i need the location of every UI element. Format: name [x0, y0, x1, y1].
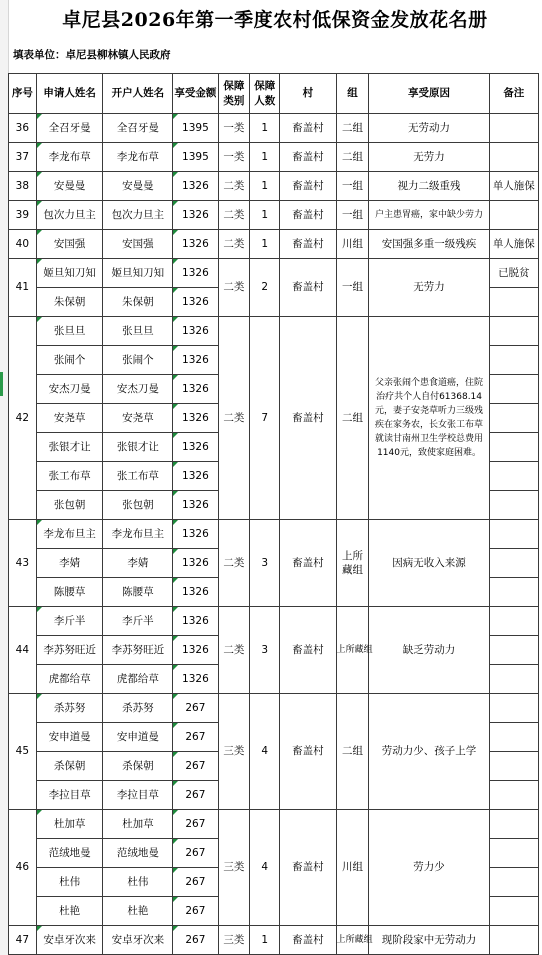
count-cell[interactable]: 1: [250, 201, 280, 230]
account-cell[interactable]: 张闹个: [103, 346, 173, 375]
amount-cell[interactable]: 1326: [173, 578, 218, 607]
note-cell[interactable]: [489, 317, 538, 346]
applicant-cell[interactable]: 全召牙曼: [36, 114, 103, 143]
group-cell[interactable]: 二组: [336, 317, 369, 520]
reason-cell[interactable]: 视力二级重残: [369, 172, 489, 201]
seq-cell[interactable]: 45: [9, 694, 37, 810]
account-cell[interactable]: 陈腰草: [103, 578, 173, 607]
applicant-cell[interactable]: 安曼曼: [36, 172, 103, 201]
amount-cell[interactable]: 1326: [173, 172, 218, 201]
amount-cell[interactable]: 1395: [173, 114, 218, 143]
count-cell[interactable]: 7: [250, 317, 280, 520]
header-count[interactable]: 保障人数: [250, 74, 280, 114]
amount-cell[interactable]: 1326: [173, 201, 218, 230]
amount-cell[interactable]: 267: [173, 926, 218, 955]
category-cell[interactable]: 二类: [218, 172, 250, 201]
note-cell[interactable]: 已脱贫: [489, 259, 538, 288]
applicant-cell[interactable]: 李龙布旦主: [36, 520, 103, 549]
count-cell[interactable]: 4: [250, 694, 280, 810]
applicant-cell[interactable]: 杀保朝: [36, 752, 103, 781]
note-cell[interactable]: [489, 578, 538, 607]
seq-cell[interactable]: 44: [9, 607, 37, 694]
amount-cell[interactable]: 1326: [173, 230, 218, 259]
account-cell[interactable]: 李斤半: [103, 607, 173, 636]
unit-label: 填表单位：卓尼县柳林镇人民政府: [13, 49, 171, 61]
category-cell[interactable]: 一类: [218, 114, 250, 143]
applicant-cell[interactable]: 张包朝: [36, 491, 103, 520]
category-cell[interactable]: 二类: [218, 259, 250, 317]
amount-cell[interactable]: 267: [173, 868, 218, 897]
village-cell[interactable]: 畜盖村: [280, 230, 336, 259]
note-cell[interactable]: [489, 288, 538, 317]
header-seq[interactable]: 序号: [9, 74, 37, 114]
applicant-cell[interactable]: 安卓牙次来: [36, 926, 103, 955]
note-cell[interactable]: [489, 404, 538, 433]
group-cell[interactable]: 二组: [336, 143, 369, 172]
note-cell[interactable]: [489, 375, 538, 404]
count-cell[interactable]: 3: [250, 607, 280, 694]
note-cell[interactable]: [489, 433, 538, 462]
amount-cell[interactable]: 1326: [173, 549, 218, 578]
account-cell[interactable]: 朱保朝: [103, 288, 173, 317]
reason-cell[interactable]: 缺乏劳动力: [369, 607, 489, 694]
amount-cell[interactable]: 1326: [173, 317, 218, 346]
account-cell[interactable]: 李龙布旦主: [103, 520, 173, 549]
category-cell[interactable]: 二类: [218, 201, 250, 230]
village-cell[interactable]: 畜盖村: [280, 607, 336, 694]
account-cell[interactable]: 全召牙曼: [103, 114, 173, 143]
category-cell[interactable]: 二类: [218, 230, 250, 259]
account-cell[interactable]: 包次力旦主: [103, 201, 173, 230]
seq-cell[interactable]: 41: [9, 259, 37, 317]
reason-cell[interactable]: 现阶段家中无劳动力: [369, 926, 489, 955]
applicant-cell[interactable]: 张闹个: [36, 346, 103, 375]
note-cell[interactable]: 单人施保: [489, 172, 538, 201]
applicant-cell[interactable]: 陈腰草: [36, 578, 103, 607]
applicant-cell[interactable]: 李拉目草: [36, 781, 103, 810]
applicant-cell[interactable]: 张银才让: [36, 433, 103, 462]
category-cell[interactable]: 三类: [218, 926, 250, 955]
applicant-cell[interactable]: 张工布草: [36, 462, 103, 491]
applicant-cell[interactable]: 安杰刀曼: [36, 375, 103, 404]
account-cell[interactable]: 李龙布草: [103, 143, 173, 172]
applicant-cell[interactable]: 杜加草: [36, 810, 103, 839]
account-cell[interactable]: 李拉目草: [103, 781, 173, 810]
seq-cell[interactable]: 46: [9, 810, 37, 926]
note-cell[interactable]: [489, 114, 538, 143]
note-cell[interactable]: [489, 520, 538, 549]
note-cell[interactable]: [489, 636, 538, 665]
table-row: [9, 317, 539, 346]
table-row: [9, 230, 539, 259]
account-cell[interactable]: 安杰刀曼: [103, 375, 173, 404]
seq-cell[interactable]: 36: [9, 114, 37, 143]
seq-cell[interactable]: 42: [9, 317, 37, 520]
table-row: [9, 520, 539, 549]
village-cell[interactable]: 畜盖村: [280, 143, 336, 172]
header-account[interactable]: 开户人姓名: [103, 74, 173, 114]
note-cell[interactable]: [489, 810, 538, 839]
applicant-cell[interactable]: 安尧草: [36, 404, 103, 433]
group-cell[interactable]: 上所藏组: [336, 926, 369, 955]
count-cell[interactable]: 1: [250, 143, 280, 172]
category-cell[interactable]: 二类: [218, 317, 250, 520]
village-cell[interactable]: 畜盖村: [280, 810, 336, 926]
group-cell[interactable]: 川组: [336, 810, 369, 926]
header-row: [9, 74, 539, 114]
amount-cell[interactable]: 1326: [173, 462, 218, 491]
group-cell[interactable]: 一组: [336, 259, 369, 317]
amount-cell[interactable]: 1326: [173, 404, 218, 433]
count-cell[interactable]: 3: [250, 520, 280, 607]
reason-cell[interactable]: 劳力少: [369, 810, 489, 926]
seq-cell[interactable]: 39: [9, 201, 37, 230]
account-cell[interactable]: 安曼曼: [103, 172, 173, 201]
count-cell[interactable]: 1: [250, 926, 280, 955]
roster-body: [9, 114, 539, 955]
amount-cell[interactable]: 1326: [173, 636, 218, 665]
village-cell[interactable]: 畜盖村: [280, 317, 336, 520]
table-row: [9, 694, 539, 723]
note-cell[interactable]: [489, 665, 538, 694]
table-row: [9, 201, 539, 230]
applicant-cell[interactable]: 李婧: [36, 549, 103, 578]
amount-cell[interactable]: 1326: [173, 665, 218, 694]
group-cell[interactable]: 二组: [336, 114, 369, 143]
applicant-cell[interactable]: 安国强: [36, 230, 103, 259]
group-cell[interactable]: 上所藏组: [336, 520, 369, 607]
roster-table: [8, 73, 539, 955]
header-amount[interactable]: 享受金额: [173, 74, 218, 114]
account-cell[interactable]: 杜艳: [103, 897, 173, 926]
note-cell[interactable]: 单人施保: [489, 230, 538, 259]
applicant-cell[interactable]: 张旦旦: [36, 317, 103, 346]
reason-cell[interactable]: 安国强多重一级残疾: [369, 230, 489, 259]
sheet-title: 卓尼县2026年第一季度农村低保资金发放花名册: [62, 9, 488, 31]
account-cell[interactable]: 虎都给草: [103, 665, 173, 694]
header-village[interactable]: 村: [280, 74, 336, 114]
account-cell[interactable]: 杀保朝: [103, 752, 173, 781]
amount-cell[interactable]: 267: [173, 897, 218, 926]
reason-cell[interactable]: 无劳动力: [369, 114, 489, 143]
note-cell[interactable]: [489, 201, 538, 230]
applicant-cell[interactable]: 虎都给草: [36, 665, 103, 694]
amount-cell[interactable]: 267: [173, 810, 218, 839]
village-cell[interactable]: 畜盖村: [280, 172, 336, 201]
category-cell[interactable]: 三类: [218, 810, 250, 926]
amount-cell[interactable]: 267: [173, 723, 218, 752]
category-cell[interactable]: 三类: [218, 694, 250, 810]
group-cell[interactable]: 二组: [336, 694, 369, 810]
count-cell[interactable]: 4: [250, 810, 280, 926]
amount-cell[interactable]: 1326: [173, 375, 218, 404]
account-cell[interactable]: 杜伟: [103, 868, 173, 897]
amount-cell[interactable]: 1326: [173, 346, 218, 375]
amount-cell[interactable]: 1395: [173, 143, 218, 172]
applicant-cell[interactable]: 安申道曼: [36, 723, 103, 752]
village-cell[interactable]: 畜盖村: [280, 114, 336, 143]
header-reason[interactable]: 享受原因: [369, 74, 489, 114]
group-cell[interactable]: 一组: [336, 172, 369, 201]
amount-cell[interactable]: 267: [173, 694, 218, 723]
table-row: [9, 926, 539, 955]
group-cell[interactable]: 一组: [336, 201, 369, 230]
applicant-cell[interactable]: 杜艳: [36, 897, 103, 926]
applicant-cell[interactable]: 包次力旦主: [36, 201, 103, 230]
note-cell[interactable]: [489, 897, 538, 926]
header-category[interactable]: 保障类别: [218, 74, 250, 114]
amount-cell[interactable]: 1326: [173, 259, 218, 288]
group-cell[interactable]: 川组: [336, 230, 369, 259]
applicant-cell[interactable]: 李龙布草: [36, 143, 103, 172]
note-cell[interactable]: [489, 781, 538, 810]
count-cell[interactable]: 2: [250, 259, 280, 317]
applicant-cell[interactable]: 杀苏努: [36, 694, 103, 723]
amount-cell[interactable]: 267: [173, 839, 218, 868]
amount-cell[interactable]: 267: [173, 752, 218, 781]
applicant-cell[interactable]: 李苏努旺近: [36, 636, 103, 665]
note-cell[interactable]: [489, 839, 538, 868]
note-cell[interactable]: [489, 752, 538, 781]
account-cell[interactable]: 李苏努旺近: [103, 636, 173, 665]
amount-cell[interactable]: 1326: [173, 520, 218, 549]
applicant-cell[interactable]: 姬旦知刀知: [36, 259, 103, 288]
reason-cell[interactable]: 父亲张闹个患食道癌，住院治疗共个人自付61368.14元，妻子安尧草听力三级残疾在家务农，长女张工布草就读甘南州卫生学校总费用1140元，致使家庭困难。: [369, 317, 489, 520]
note-cell[interactable]: [489, 694, 538, 723]
account-cell[interactable]: 安国强: [103, 230, 173, 259]
amount-cell[interactable]: 1326: [173, 433, 218, 462]
group-cell[interactable]: 上所藏组: [336, 607, 369, 694]
header-applicant[interactable]: 申请人姓名: [36, 74, 103, 114]
amount-cell[interactable]: 1326: [173, 491, 218, 520]
table-row: [9, 607, 539, 636]
applicant-cell[interactable]: 李斤半: [36, 607, 103, 636]
seq-cell[interactable]: 38: [9, 172, 37, 201]
table-row: [9, 810, 539, 839]
account-cell[interactable]: 姬旦知刀知: [103, 259, 173, 288]
account-cell[interactable]: 张包朝: [103, 491, 173, 520]
applicant-cell[interactable]: 杜伟: [36, 868, 103, 897]
account-cell[interactable]: 安卓牙次来: [103, 926, 173, 955]
table-row: [9, 259, 539, 288]
header-group[interactable]: 组: [336, 74, 369, 114]
village-cell[interactable]: 畜盖村: [280, 520, 336, 607]
count-cell[interactable]: 1: [250, 230, 280, 259]
seq-cell[interactable]: 43: [9, 520, 37, 607]
category-cell[interactable]: 二类: [218, 607, 250, 694]
active-row-marker: [0, 372, 3, 396]
account-cell[interactable]: 张银才让: [103, 433, 173, 462]
reason-cell[interactable]: 户主患胃癌，家中缺少劳力: [369, 201, 489, 230]
table-row: [9, 143, 539, 172]
note-cell[interactable]: [489, 462, 538, 491]
category-cell[interactable]: 二类: [218, 520, 250, 607]
applicant-cell[interactable]: 范绒地曼: [36, 839, 103, 868]
account-cell[interactable]: 张工布草: [103, 462, 173, 491]
amount-cell[interactable]: 1326: [173, 607, 218, 636]
applicant-cell[interactable]: 朱保朝: [36, 288, 103, 317]
reason-cell[interactable]: 无劳力: [369, 143, 489, 172]
count-cell[interactable]: 1: [250, 172, 280, 201]
village-cell[interactable]: 畜盖村: [280, 259, 336, 317]
note-cell[interactable]: [489, 868, 538, 897]
category-cell[interactable]: 一类: [218, 143, 250, 172]
seq-cell[interactable]: 47: [9, 926, 37, 955]
account-cell[interactable]: 杀苏努: [103, 694, 173, 723]
village-cell[interactable]: 畜盖村: [280, 694, 336, 810]
note-cell[interactable]: [489, 926, 538, 955]
seq-cell[interactable]: 40: [9, 230, 37, 259]
seq-cell[interactable]: 37: [9, 143, 37, 172]
note-cell[interactable]: [489, 607, 538, 636]
amount-cell[interactable]: 1326: [173, 288, 218, 317]
amount-cell[interactable]: 267: [173, 781, 218, 810]
reason-cell[interactable]: 因病无收入来源: [369, 520, 489, 607]
account-cell[interactable]: 范绒地曼: [103, 839, 173, 868]
table-row: [9, 172, 539, 201]
note-cell[interactable]: [489, 346, 538, 375]
reason-cell[interactable]: 劳动力少、孩子上学: [369, 694, 489, 810]
table-row: [9, 114, 539, 143]
note-cell[interactable]: [489, 491, 538, 520]
note-cell[interactable]: [489, 549, 538, 578]
account-cell[interactable]: 安申道曼: [103, 723, 173, 752]
account-cell[interactable]: 杜加草: [103, 810, 173, 839]
account-cell[interactable]: 张旦旦: [103, 317, 173, 346]
note-cell[interactable]: [489, 143, 538, 172]
village-cell[interactable]: 畜盖村: [280, 926, 336, 955]
account-cell[interactable]: 李婧: [103, 549, 173, 578]
reason-cell[interactable]: 无劳力: [369, 259, 489, 317]
account-cell[interactable]: 安尧草: [103, 404, 173, 433]
count-cell[interactable]: 1: [250, 114, 280, 143]
header-note[interactable]: 备注: [489, 74, 538, 114]
village-cell[interactable]: 畜盖村: [280, 201, 336, 230]
note-cell[interactable]: [489, 723, 538, 752]
